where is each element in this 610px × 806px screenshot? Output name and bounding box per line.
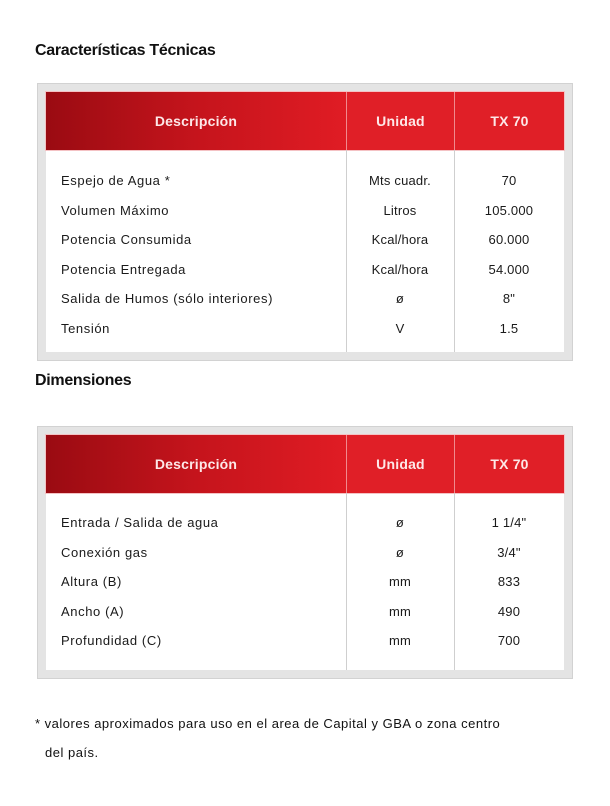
table-row <box>46 597 564 627</box>
cell-description: Espejo de Agua * <box>61 173 171 189</box>
table-row <box>46 538 564 568</box>
cell-description: Potencia Entregada <box>61 261 186 277</box>
cell-description: Salida de Humos (sólo interiores) <box>61 291 273 307</box>
section-title-caracteristicas: Características Técnicas <box>35 42 216 59</box>
header-model: TX 70 <box>454 435 564 493</box>
table-row <box>46 255 564 285</box>
table-row <box>46 508 564 538</box>
footnote-line-1: * valores aproximados para uso en el area de Capital y GBA o zona centro <box>35 716 501 731</box>
cell-description: Volumen Máximo <box>61 202 170 218</box>
cell-description: Ancho (A) <box>61 603 125 619</box>
dimensions-table <box>37 426 573 679</box>
header-unit: Unidad <box>346 435 454 493</box>
table-row <box>46 196 564 226</box>
header-description: Descripción <box>46 92 346 150</box>
table-row <box>46 284 564 314</box>
table-row <box>46 166 564 196</box>
cell-value: 60.000 <box>488 232 530 248</box>
cell-unit: V <box>395 320 405 336</box>
cell-value: 1 1/4" <box>491 515 527 531</box>
cell-value: 3/4" <box>497 544 521 560</box>
cell-unit: mm <box>388 574 412 590</box>
cell-unit: mm <box>388 633 412 649</box>
cell-unit: Litros <box>383 202 417 218</box>
cell-value: 54.000 <box>488 261 530 277</box>
cell-value: 1.5 <box>499 320 519 336</box>
table-row <box>46 225 564 255</box>
header-unit: Unidad <box>346 92 454 150</box>
cell-unit: ø <box>395 544 405 560</box>
cell-value: 490 <box>497 603 521 619</box>
footnote-line-2: del país. <box>45 745 99 760</box>
cell-value: 70 <box>501 173 517 189</box>
section-title-dimensiones: Dimensiones <box>35 372 132 389</box>
header-description: Descripción <box>46 435 346 493</box>
table-row <box>46 314 564 344</box>
table-header <box>46 435 564 493</box>
cell-value: 8" <box>502 291 516 307</box>
cell-description: Entrada / Salida de agua <box>61 515 219 531</box>
table-row <box>46 567 564 597</box>
cell-unit: Mts cuadr. <box>369 173 431 189</box>
cell-description: Tensión <box>61 320 111 336</box>
cell-description: Conexión gas <box>61 544 148 560</box>
cell-unit: ø <box>395 515 405 531</box>
cell-value: 700 <box>497 633 521 649</box>
cell-unit: mm <box>388 603 412 619</box>
footnote <box>35 709 500 767</box>
header-model: TX 70 <box>454 92 564 150</box>
cell-unit: ø <box>395 291 405 307</box>
cell-value: 833 <box>497 574 521 590</box>
specs-table <box>37 83 573 361</box>
cell-description: Potencia Consumida <box>61 232 192 248</box>
cell-unit: Kcal/hora <box>371 261 429 277</box>
table-row <box>46 626 564 656</box>
cell-description: Profundidad (C) <box>61 633 162 649</box>
cell-unit: Kcal/hora <box>371 232 429 248</box>
cell-value: 105.000 <box>484 202 534 218</box>
table-header <box>46 92 564 150</box>
cell-description: Altura (B) <box>61 574 122 590</box>
